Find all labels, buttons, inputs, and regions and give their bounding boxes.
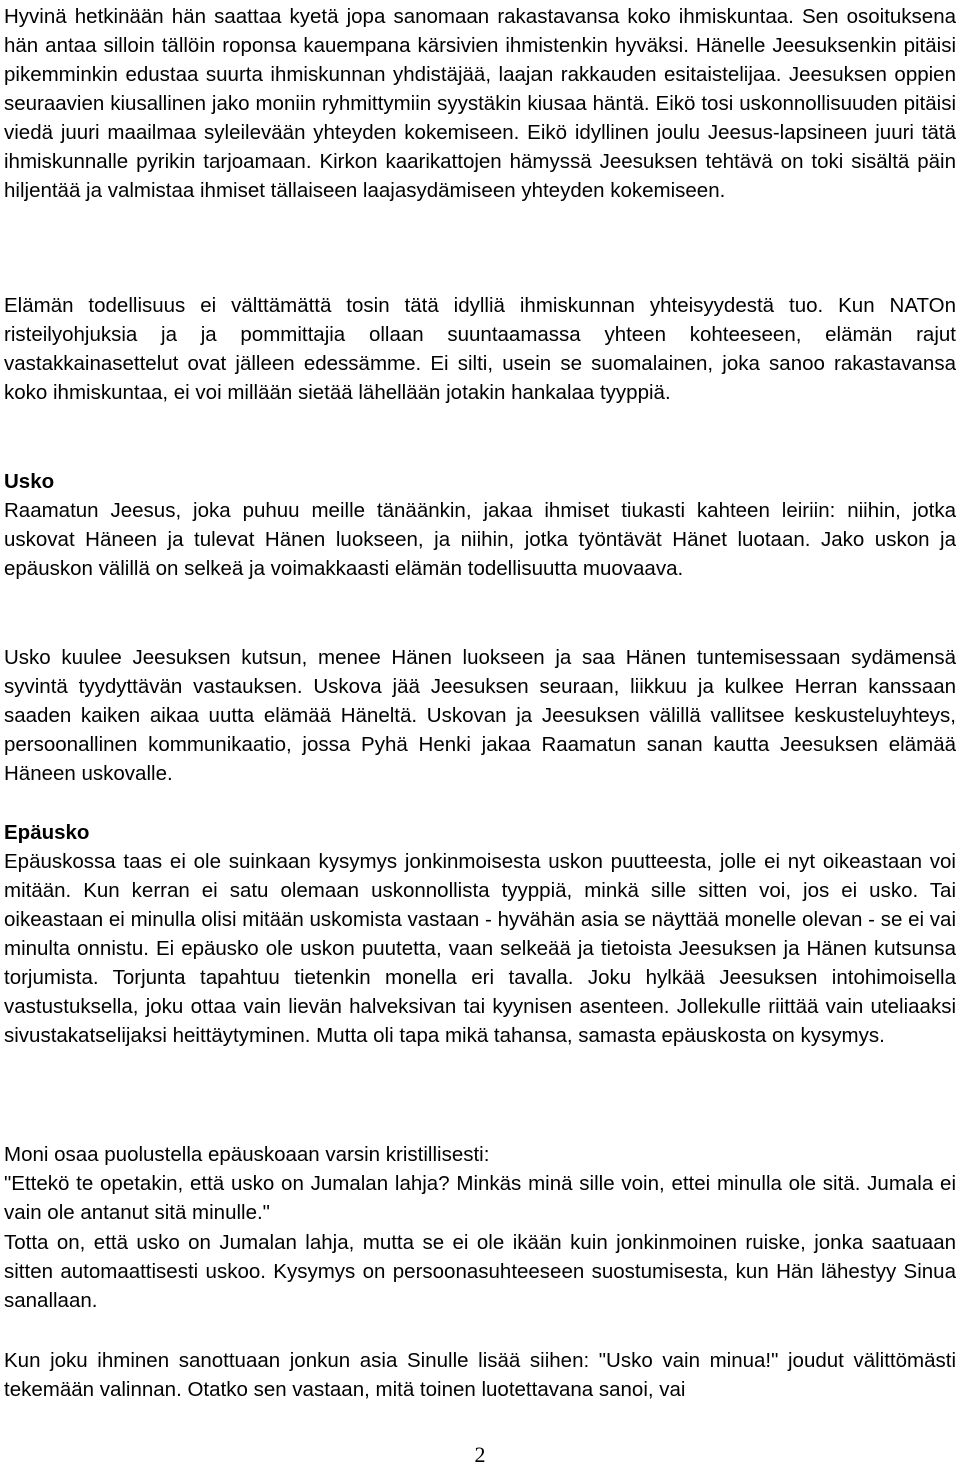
section-heading-usko: Usko — [4, 470, 55, 493]
paragraph-6-reply: Totta on, että usko on Jumalan lahja, mutta se ei ole ikään kuin jonkinmoinen ruiske, jonka saatuaan sitten automaattisesti uskoo. Kysymys on persoonasuhteeseen suostumisesta, kun Hän lähestyy Sinua sanallaan. — [4, 1231, 956, 1312]
paragraph-1: Hyvinä hetkinään hän saattaa kyetä jopa sanomaan rakastavansa koko ihmiskuntaa. Sen osoituksena hän antaa silloin tällöin roponsa kauempana kärsivien ihmistenkin hyväksi. Hänelle Jeesuksenkin pitäisi pikemminkin edustaa suurta ihmiskunnan yhdistäjää, laajan rakkauden esitaistelijaa. Jeesuksen oppien seuraavien kiusallinen jako moniin ryhmittymiin syystäkin kiusaa häntä. Eikö tosi uskonnollisuuden pitäisi viedä juuri maailmaa syleilevään yhteyden kokemiseen. Eikö idyllinen joulu Jeesus-lapsineen juuri tätä ihmiskunnalle pyrikin tarjoamaan. Kirkon kaarikattojen hämyssä Jeesuksen tehtävä on toki sisältä päin hiljentää ja valmistaa ihmiset tällaiseen laajasydämiseen yhteyden kokemiseen. — [4, 5, 956, 202]
paragraph-6-intro: Moni osaa puolustella epäuskoaan varsin kristillisesti: — [4, 1143, 490, 1166]
paragraph-4: Usko kuulee Jeesuksen kutsun, menee Hänen luokseen ja saa Hänen tuntemisessaan sydämensä syvintä tyydyttävän vastauksen. Uskova jää Jeesuksen seuraan, liikkuu ja kulkee Herran kanssaan saaden kaiken aikaa uutta elämää Häneltä. Uskovan ja Jeesuksen välillä vallitsee keskusteluyhteys, persoonallinen kommunikaatio, jossa Pyhä Henki jakaa Raamatun sanan kautta Jeesuksen elämää Häneen uskovalle. — [4, 646, 956, 785]
page-number: 2 — [474, 1442, 486, 1467]
paragraph-6-quote: "Ettekö te opetakin, että usko on Jumalan lahja? Minkäs minä sille voin, ettei minulla ole sitä. Jumala ei vain ole antanut sitä minulle." — [4, 1172, 956, 1224]
section-heading-epausko: Epäusko — [4, 821, 90, 844]
paragraph-7: Kun joku ihminen sanottuaan jonkun asia Sinulle lisää siihen: "Usko vain minua!" joudut välittömästi tekemään valinnan. Otatko sen vastaan, mitä toinen luotettavana sanoi, vai — [4, 1349, 956, 1401]
paragraph-3: Raamatun Jeesus, joka puhuu meille tänäänkin, jakaa ihmiset tiukasti kahteen leiriin: niihin, jotka uskovat Häneen ja tulevat Hänen luokseen, ja niihin, jotka työntävät Hänet luotaan. Jako uskon ja epäuskon välillä on selkeä ja voimakkaasti elämän todellisuutta muovaava. — [4, 499, 956, 580]
paragraph-5: Epäuskossa taas ei ole suinkaan kysymys jonkinmoisesta uskon puutteesta, jolle ei nyt oikeastaan voi mitään. Kun kerran ei satu olemaan uskonnollista tyyppiä, minkä sille sitten voi, jos ei usko. Tai oikeastaan ei minulla olisi mitään uskomista vastaan - hyvähän asia se näyttää monelle olevan - se ei vai minulta onnistu. Ei epäusko ole uskon puutetta, vaan selkeää ja tietoista Jeesuksen ja Hänen kutsunsa torjumista. Torjunta tapahtuu tietenkin monella eri tavalla. Joku hylkää Jeesuksen intohimoisella vastustuksella, joku ottaa vain lievän halveksivan tai kyynisen asenteen. Jollekulle riittää vain uteliaaksi sivustakatselijaksi heittäytyminen. Mutta oli tapa mikä tahansa, samasta epäuskosta on kysymys. — [4, 850, 956, 1047]
paragraph-2: Elämän todellisuus ei välttämättä tosin tätä idylliä ihmiskunnan yhteisyydestä tuo. Kun NATOn risteilyohjuksia ja ja pommittajia ollaan suuntaamassa yhteen kohteeseen, elämän rajut vastakkainasettelut ovat jälleen edessämme. Ei silti, usein se suomalainen, joka sanoo rakastavansa koko ihmiskuntaa, ei voi millään sietää lähellään jotakin hankalaa tyyppiä. — [4, 294, 956, 404]
